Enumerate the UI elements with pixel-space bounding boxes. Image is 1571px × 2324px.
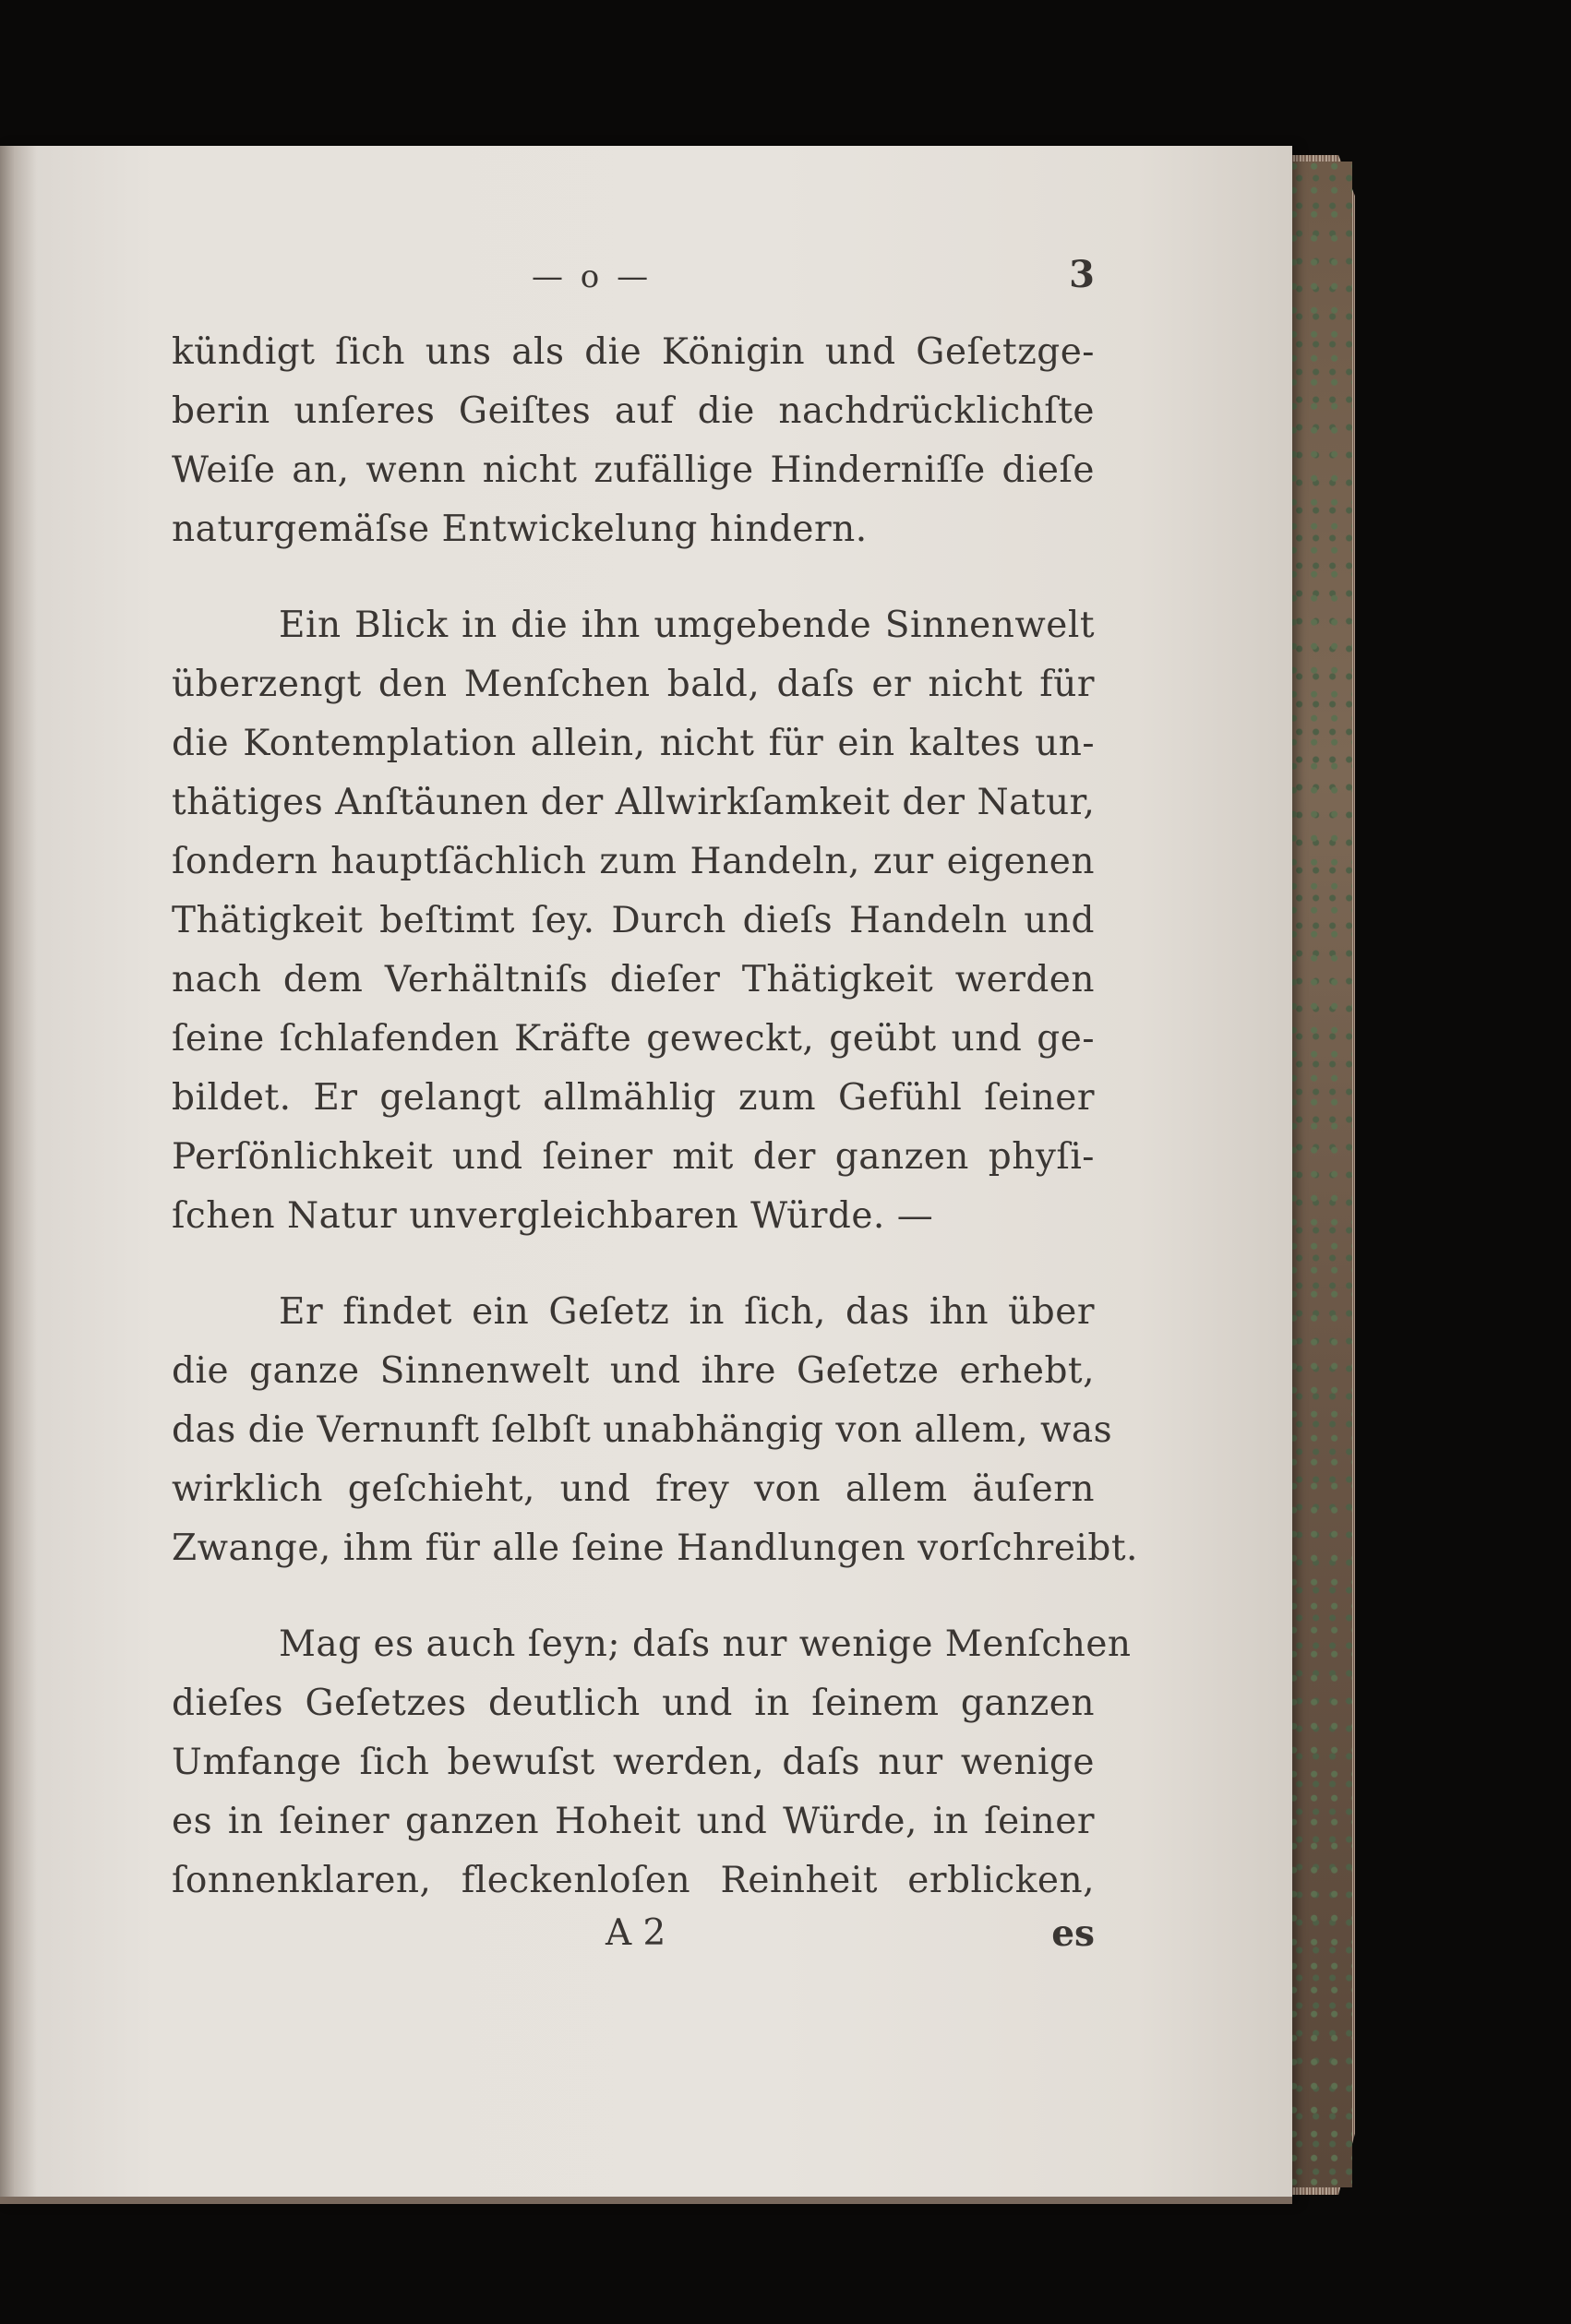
text-line: Mag es auch ſeyn; daſs nur wenige Menſchen bbox=[279, 1623, 1132, 1665]
text-line: ſondern hauptſächlich zum Handeln, zur eigenen bbox=[172, 841, 1095, 882]
page-number: 3 bbox=[1069, 253, 1095, 296]
text-line: Ein Blick in die ihn umgebende Sinnenwelt bbox=[279, 605, 1095, 646]
text-line: ſeine ſchlafenden Kräfte geweckt, geübt und ge- bbox=[172, 1018, 1095, 1060]
text-line: Er findet ein Geſetz in ſich, das ihn über bbox=[279, 1291, 1095, 1333]
header-ornament: — o — bbox=[532, 258, 653, 295]
catchword: es bbox=[1051, 1912, 1095, 1955]
text-line: die Kontemplation allein, nicht für ein kaltes un- bbox=[172, 723, 1095, 764]
text-line: bildet. Er gelangt allmählig zum Gefühl ſeiner bbox=[172, 1077, 1095, 1119]
text-line: Perſönlichkeit und ſeiner mit der ganzen phyſi- bbox=[172, 1136, 1095, 1178]
text-line: dieſes Geſetzes deutlich und in ſeinem ganzen bbox=[172, 1683, 1095, 1724]
text-line: das die Vernunft ſelbſt unabhängig von allem, was bbox=[172, 1409, 1113, 1451]
paragraph-2 bbox=[172, 596, 1095, 1246]
book-cover-edge bbox=[1288, 162, 1352, 2187]
body-text bbox=[172, 323, 1138, 1947]
text-line: naturgemäſse Entwickelung hindern. bbox=[172, 509, 868, 550]
text-line: überzengt den Menſchen bald, daſs er nicht für bbox=[172, 664, 1095, 705]
text-line: nach dem Verhältniſs dieſer Thätigkeit werden bbox=[172, 959, 1095, 1000]
text-line: wirklich geſchieht, und frey von allem äuſern bbox=[172, 1468, 1095, 1510]
text-line: thätiges Anſtäunen der Allwirkſamkeit der Natur, bbox=[172, 782, 1096, 823]
signature-mark: A 2 bbox=[606, 1912, 666, 1954]
text-line: kündigt ſich uns als die Königin und Geſetzge- bbox=[172, 331, 1095, 373]
text-line: berin unſeres Geiſtes auf die nachdrücklichſte bbox=[172, 390, 1095, 432]
text-line: ſchen Natur unvergleichbaren Würde. — bbox=[172, 1195, 934, 1237]
page-header bbox=[172, 247, 1095, 303]
paragraph-4 bbox=[172, 1615, 1132, 1911]
paragraph-3 bbox=[172, 1283, 1138, 1578]
text-line: Zwange, ihm für alle ſeine Handlungen vorſchreibt. bbox=[172, 1527, 1138, 1569]
text-line: Umfange ſich bewuſst werden, daſs nur wenige bbox=[172, 1742, 1095, 1783]
text-line: die ganze Sinnenwelt und ihre Geſetze erhebt, bbox=[172, 1350, 1095, 1392]
text-line: ſonnenklaren, fleckenloſen Reinheit erblicken, bbox=[172, 1860, 1095, 1901]
page-gutter-shadow bbox=[0, 146, 37, 2197]
text-line: es in ſeiner ganzen Hoheit und Würde, in ſeiner bbox=[172, 1801, 1095, 1842]
text-line: Thätigkeit beſtimt ſey. Durch dieſs Handeln und bbox=[172, 900, 1095, 941]
text-line: Weiſe an, wenn nicht zufällige Hinderniſſe dieſe bbox=[172, 449, 1095, 491]
paragraph-1 bbox=[172, 323, 1095, 559]
page-footer bbox=[172, 1912, 1095, 1968]
